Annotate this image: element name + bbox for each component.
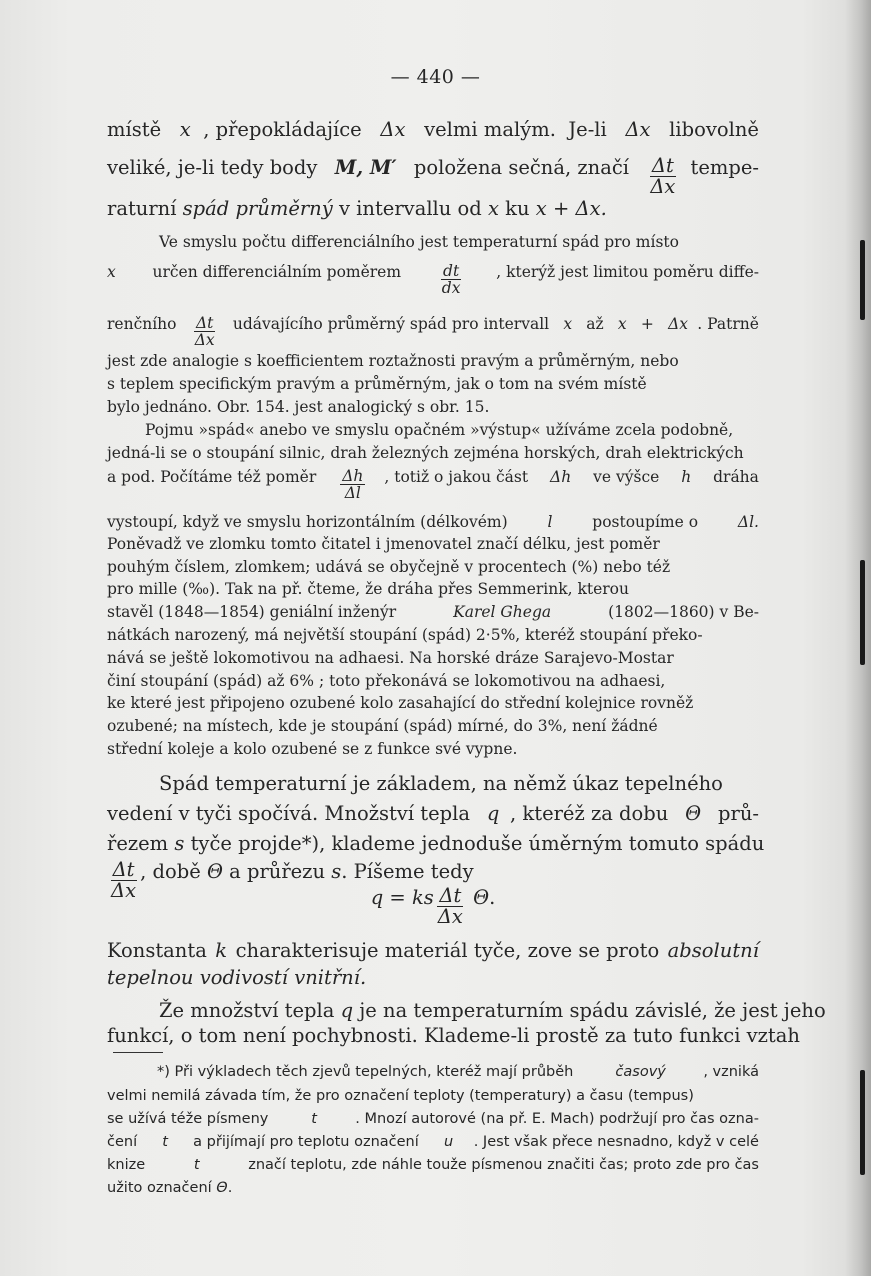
text-line (107, 375, 759, 393)
text-line (107, 315, 759, 349)
text-run: Pojmu »spád« anebo ve smyslu opačném »výstup« užíváme zcela podobně, (145, 421, 734, 439)
text-run: knize (107, 1157, 150, 1173)
text-run: až (581, 315, 609, 333)
text-run: postoupíme o (587, 513, 703, 531)
text-run: , vzniká (703, 1064, 759, 1080)
fraction-numerator: Δh (342, 467, 364, 485)
text-run: (1802—1860) v Be- (603, 603, 759, 621)
text-run: raturní (107, 197, 183, 220)
text-run: pouhým číslem, zlomkem; udává se obyčejně v procentech (%) nebo též (107, 558, 671, 576)
text-run: h (681, 468, 692, 486)
text-run: veliké, je-li tedy body (107, 156, 324, 179)
fraction (440, 263, 463, 297)
text-run: značí teplotu, zde náhle touže písmenou značiti čas; proto zde pro čas (243, 1157, 759, 1173)
text-run: libovolně (662, 118, 759, 141)
text-run: nátkách narozený, má největší stoupání (spád) 2·5%, kteréž stoupání překo- (107, 626, 703, 644)
text-run: + (635, 315, 659, 333)
text-run: se užívá téže písmeny (107, 1111, 273, 1127)
text-line (107, 580, 759, 598)
text-line (107, 156, 759, 198)
text-run: q (486, 802, 500, 825)
text-run: položena sečná, značí (407, 156, 636, 179)
text-run: . Patrně (697, 315, 759, 333)
text-run: s teplem specifickým pravým a průměrným, jak o tom na svém místě (107, 375, 647, 393)
text-run: M, M′ (334, 156, 397, 179)
text-line (107, 118, 759, 141)
text-run: Δl. (737, 513, 759, 531)
text-run: . Mnozí autorové (na př. E. Mach) podržují pro čas ozna- (355, 1111, 759, 1127)
text-run: ozubené; na místech, kde je stoupání (spád) mírné, do 3%, není žádné (107, 717, 658, 735)
text-run: , přepokládajíce (203, 118, 368, 141)
text-run: udávajícího průměrný spád pro intervall (227, 315, 555, 333)
text-run: k (215, 939, 228, 962)
fraction-denominator: Δl (344, 484, 361, 503)
text-run: vedení v tyči spočívá. Množství tepla (107, 802, 477, 825)
text-run: Δx (380, 118, 406, 141)
text-line (107, 694, 759, 712)
text-run: Δx (625, 118, 651, 141)
text-run: tyče projde*), klademe jednoduše úměrným tomuto spádu (184, 832, 765, 855)
text-run: renčního (107, 315, 182, 333)
text-line (107, 197, 759, 220)
text-run: Θ (206, 860, 223, 883)
text-run: x (535, 197, 547, 220)
text-run: s (174, 832, 185, 855)
text-run: velmi malým. (417, 118, 556, 141)
text-line (107, 802, 759, 825)
text-run: ve výšce (588, 468, 665, 486)
text-run: , totiž o jakou část (384, 468, 534, 486)
text-run: tempe- (690, 156, 759, 179)
text-run: střední koleje a kolo ozubené se z funkce své vypne. (107, 740, 518, 758)
text-line (107, 398, 759, 416)
text-run: v intervallu od (332, 197, 488, 220)
text-run: . (489, 886, 496, 909)
text-run: . Píšeme tedy (341, 860, 474, 883)
text-run: nává se ještě lokomotivou na adhaesi. Na horské dráze Sarajevo-Mostar (107, 649, 674, 667)
text-run: velmi nemilá závada tím, že pro označení teploty (temperatury) a času (tempus) (107, 1088, 694, 1104)
text-run: Θ (473, 886, 490, 909)
text-line (107, 717, 759, 735)
fraction-numerator: Δt (112, 858, 135, 881)
text-line (107, 1088, 759, 1104)
footnote-rule (113, 1052, 163, 1053)
text-run: Spád temperaturní je základem, na němž úkaz tepelného (159, 772, 723, 795)
text-run: stavěl (1848—1854) geniální inženýr (107, 603, 402, 621)
text-run: . (227, 1180, 233, 1196)
text-run: charakterisuje materiál tyče, zove se proto (229, 939, 666, 962)
fraction-numerator: Δt (195, 314, 214, 332)
text-run: = (383, 886, 412, 909)
text-run: tepelnou vodivostí vnitřní. (107, 966, 367, 989)
text-run: místě (107, 118, 168, 141)
text-line (107, 513, 759, 531)
fraction (436, 886, 465, 928)
text-run: určen differenciálním poměrem (147, 263, 406, 281)
text-run: řezem (107, 832, 175, 855)
text-run: Δx (668, 315, 689, 333)
text-line (159, 772, 759, 795)
edge-mark (860, 560, 865, 665)
text-run: bylo jednáno. Obr. 154. jest analogický s obr. 15. (107, 398, 490, 416)
text-run: t (193, 1157, 200, 1173)
text-run: *) Při výkladech těch zjevů tepelných, kteréž mají průběh (157, 1064, 578, 1080)
text-run: pro mille (‰). Tak na př. čteme, že dráha přes Semmerink, kterou (107, 580, 629, 598)
fraction-denominator: Δx (194, 331, 215, 350)
text-run: l (547, 513, 553, 531)
text-run: q (340, 999, 354, 1022)
text-run: Θ (685, 802, 702, 825)
edge-mark (860, 240, 865, 320)
fraction-denominator: Δx (437, 905, 463, 929)
text-run: x (487, 197, 499, 220)
text-run: činí stoupání (spád) až 6% ; toto překonává se lokomotivou na adhaesi, (107, 672, 666, 690)
fraction (340, 468, 365, 502)
text-run: , kteréž za dobu (510, 802, 675, 825)
text-line (107, 886, 759, 928)
text-run: ku (498, 197, 536, 220)
text-line (107, 1111, 759, 1127)
text-run: prů- (711, 802, 759, 825)
text-run: t (162, 1134, 168, 1150)
text-run: s (331, 860, 342, 883)
text-line (107, 1157, 759, 1173)
page-edge-shadow (845, 0, 871, 1276)
text-line (107, 939, 759, 962)
text-run: čení (107, 1134, 142, 1150)
text-line (107, 263, 759, 297)
fraction (193, 315, 217, 349)
text-run: x (179, 118, 191, 141)
text-line (107, 603, 759, 621)
text-line (157, 1064, 759, 1080)
text-run: funkcí, o tom není pochybnosti. Klademe-li prostě za tuto funkci vztah (107, 1024, 800, 1047)
fraction-numerator: Δt (651, 154, 674, 177)
text-run: a průřezu (222, 860, 332, 883)
text-run: je na temperaturním spádu závislé, že jest jeho (353, 999, 826, 1022)
edge-mark (860, 1070, 865, 1175)
text-line (107, 672, 759, 690)
fraction (648, 156, 677, 198)
text-run: . Jest však přece nesnadno, když v celé (473, 1134, 759, 1150)
text-run: Ve smyslu počtu differenciálního jest temperaturní spád pro místo (159, 233, 679, 251)
text-line (107, 535, 759, 553)
text-run: Poněvadž ve zlomku tomto čitatel i jmenovatel značí délku, jest poměr (107, 535, 660, 553)
text-line (107, 832, 765, 855)
text-run: u (443, 1134, 454, 1150)
text-run: t (311, 1111, 317, 1127)
text-line (107, 1180, 759, 1196)
text-run: + (546, 197, 576, 220)
text-run: Δx. (575, 197, 607, 220)
text-run: jedná-li se o stoupání silnic, drah železných zejména horských, drah elektrických (107, 444, 744, 462)
fraction-denominator: Δx (111, 879, 137, 903)
text-run: Karel Ghega (453, 603, 552, 621)
text-run: x (563, 315, 573, 333)
fraction-numerator: Δt (439, 884, 462, 907)
text-run: časový (615, 1064, 666, 1080)
text-line (107, 468, 759, 502)
fraction-numerator: dt (443, 262, 460, 280)
text-run: Že množství tepla (159, 999, 341, 1022)
text-line (107, 558, 759, 576)
text-line (107, 966, 759, 989)
fraction-denominator: Δx (650, 175, 676, 199)
text-run: Je-li (568, 118, 613, 141)
text-line (107, 352, 759, 370)
text-line (107, 444, 759, 462)
text-line (145, 421, 759, 439)
page-number: — 440 — (390, 66, 481, 88)
text-run: x (617, 315, 627, 333)
text-run: vystoupí, když ve smyslu horizontálním (délkovém) (107, 513, 513, 531)
text-run: , kterýž jest limitou poměru diffe- (496, 263, 759, 281)
fraction-denominator: dx (441, 279, 461, 298)
text-line (107, 1134, 759, 1150)
text-line (159, 999, 826, 1022)
text-run: Δh (550, 468, 572, 486)
text-line (107, 649, 759, 667)
text-run: ke které jest připojeno ozubené kolo zasahající do střední kolejnice rovněž (107, 694, 694, 712)
text-run: a přijímají pro teplotu označení (188, 1134, 424, 1150)
text-run: a pod. Počítáme též poměr (107, 468, 322, 486)
text-run: ks (411, 886, 434, 909)
text-line (107, 740, 759, 758)
text-run: Θ (216, 1180, 228, 1196)
text-run: x (107, 263, 116, 281)
text-line (159, 233, 759, 251)
text-run: užito označení (107, 1180, 217, 1196)
text-run: absolutní (667, 939, 759, 962)
text-run: , době (140, 860, 207, 883)
text-run: dráha (708, 468, 759, 486)
text-run: q (370, 886, 384, 909)
text-run: jest zde analogie s koefficientem roztažnosti pravým a průměrným, nebo (107, 352, 679, 370)
text-run: spád průměrný (182, 197, 333, 220)
text-line (107, 1024, 800, 1047)
text-line (107, 626, 759, 644)
text-run: Konstanta (107, 939, 214, 962)
